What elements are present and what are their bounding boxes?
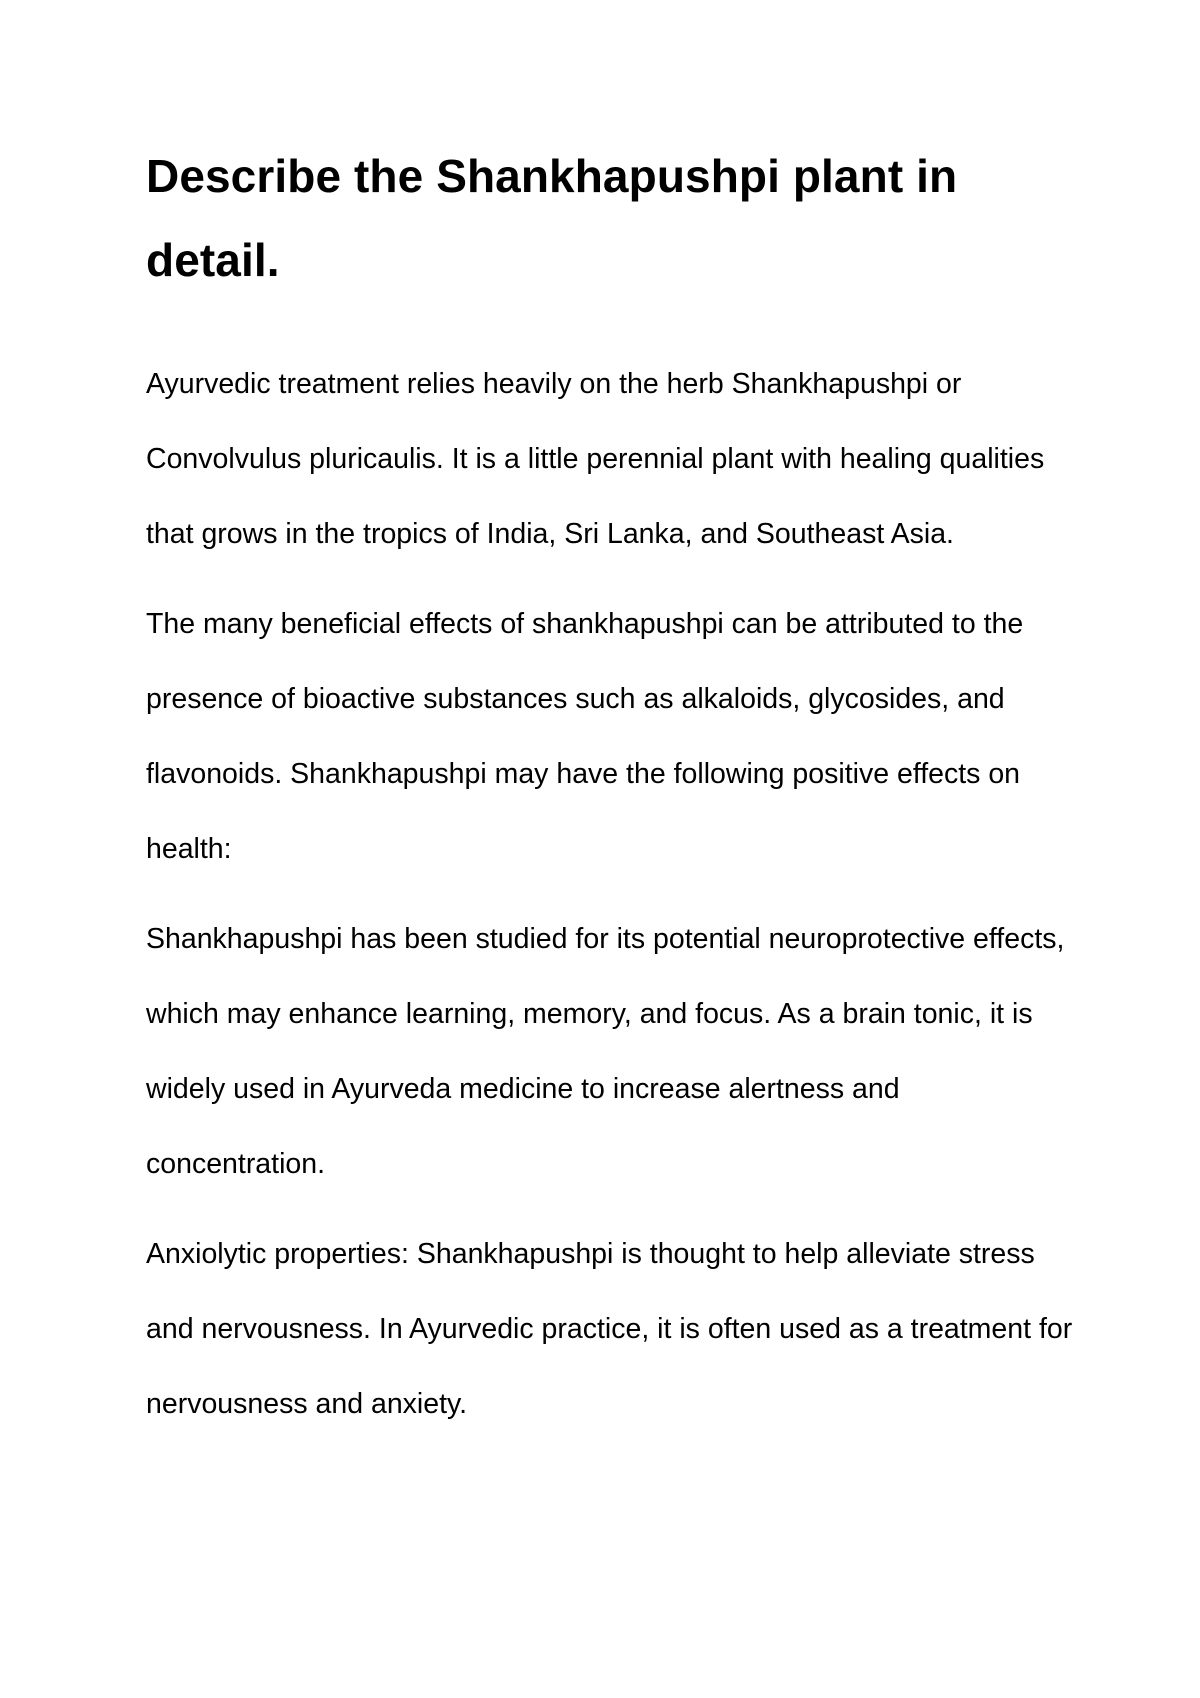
paragraph-neuroprotective-effects: Shankhapushpi has been studied for its potential neuroprotective effects, which may enhance learning, memory, and focus. As a brain tonic, it is widely used in Ayurveda medicine to increase alertness and concentration.: [146, 923, 1065, 1180]
paragraph-anxiolytic-properties: Anxiolytic properties: Shankhapushpi is thought to help alleviate stress and nervousness. In Ayurvedic practice, it is often used as a treatment for nervousness and anxiety.: [146, 1238, 1073, 1420]
document-body: [146, 134, 1076, 1442]
page-title: Describe the Shankhapushpi plant in detail.: [146, 150, 958, 286]
paragraph-bioactive-substances: The many beneficial effects of shankhapushpi can be attributed to the presence of bioactive substances such as alkaloids, glycosides, and flavonoids. Shankhapushpi may have the following positive effects on health:: [146, 608, 1024, 865]
paragraph-intro: Ayurvedic treatment relies heavily on the herb Shankhapushpi or Convolvulus pluricaulis. It is a little perennial plant with healing qualities that grows in the tropics of India, Sri Lanka, and Southeast Asia.: [146, 368, 1045, 550]
